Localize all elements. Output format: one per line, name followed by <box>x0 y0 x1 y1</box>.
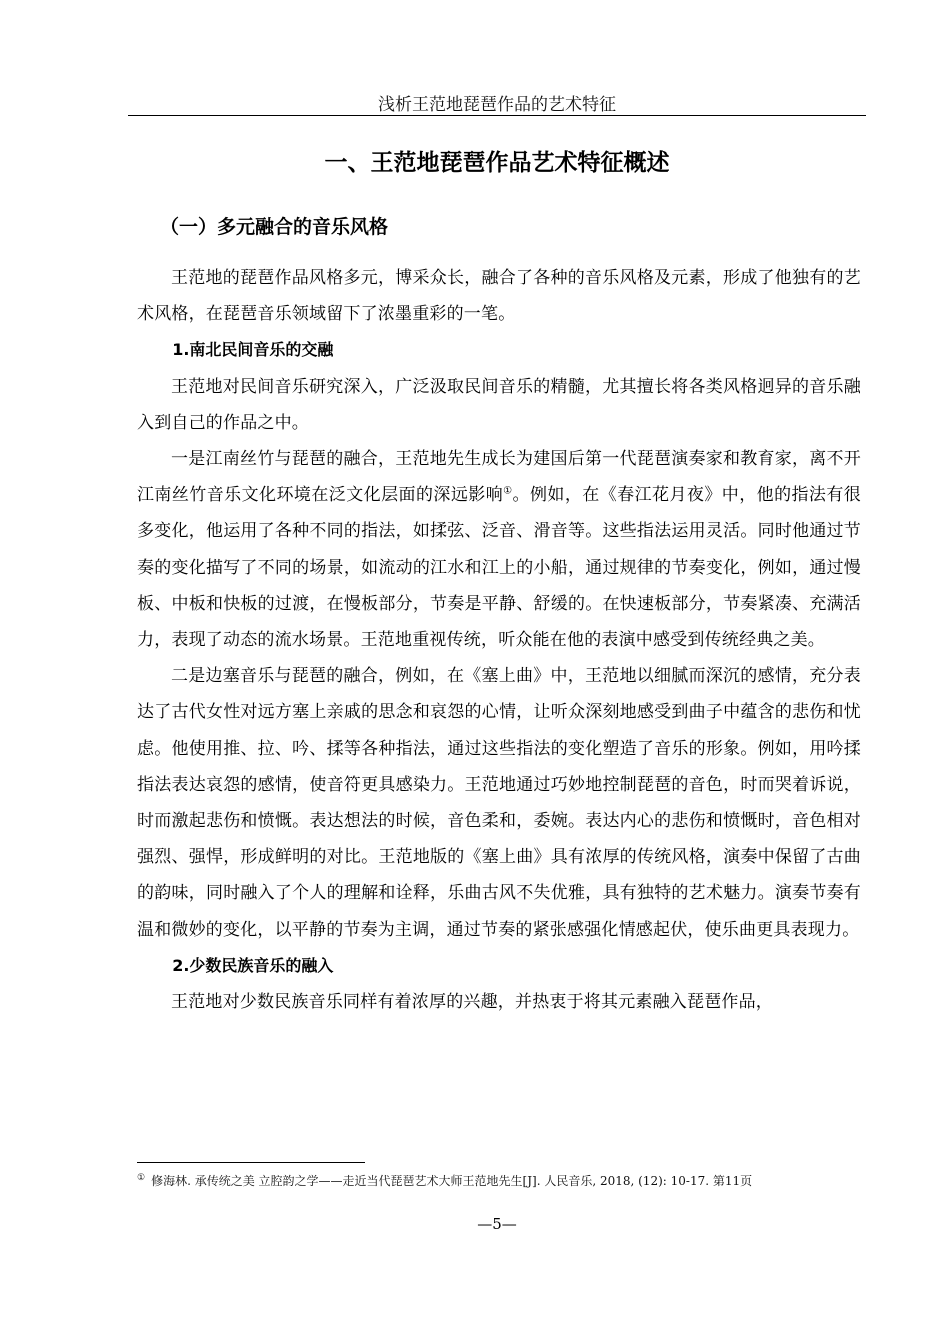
paragraph-folk-music: 王范地对民间音乐研究深入，广泛汲取民间音乐的精髓，尤其擅长将各类风格迥异的音乐融入到自己的作品之中。 <box>137 376 861 433</box>
subheading-north-south-folk-music: 1.南北民间音乐的交融 <box>172 340 334 360</box>
subheading-ethnic-minority-music: 2.少数民族音乐的融入 <box>172 955 334 975</box>
header-divider <box>128 115 866 116</box>
paragraph-jiangnan-sizhu-part1: 一是江南丝竹与琵琶的融合，王范地先生成长为建国后第一代琵琶演奏家和教育家，离不开江南丝竹音乐文化环境在泛文化层面的深远影响 <box>137 449 861 506</box>
paragraph-ethnic-minority: 王范地对少数民族音乐同样有着浓厚的兴趣，并热衷于将其元素融入琵琶作品， <box>171 992 773 1013</box>
body-text <box>137 260 861 1020</box>
paragraph-jiangnan-sizhu <box>137 441 861 658</box>
chapter-title: 一、王范地琵琶作品艺术特征概述 <box>324 150 670 176</box>
running-header: 浅析王范地琵琶作品的艺术特征 <box>378 95 616 115</box>
footnote <box>137 1171 861 1191</box>
footnote-divider <box>137 1162 365 1163</box>
paragraph-jiangnan-sizhu-part2: 。例如，在《春江花月夜》中，他的指法有很多变化，他运用了各种不同的指法，如揉弦、泛音、滑音等。这些指法运用灵活。同时他通过节奏的变化描写了不同的场景，如流动的江水和江上的小船，通过规律的节奏变化，例如，通过慢板、中板和快板的过渡，在慢板部分，节奏是平静、舒缓的。在快速板部分，节奏紧凑、充满活力，表现了动态的流水场景。王范地重视传统，听众能在他的表演中感受到传统经典之美。 <box>137 485 862 651</box>
paragraph-intro: 王范地的琵琶作品风格多元，博采众长，融合了各种的音乐风格及元素，形成了他独有的艺术风格，在琵琶音乐领域留下了浓墨重彩的一笔。 <box>137 268 861 325</box>
footnote-mark: ① <box>137 1173 146 1183</box>
footnote-reference[interactable]: ① <box>503 485 513 497</box>
section-title: （一）多元融合的音乐风格 <box>160 216 389 238</box>
paragraph-frontier-music: 二是边塞音乐与琵琶的融合，例如，在《塞上曲》中，王范地以细腻而深沉的感情，充分表达了古代女性对远方塞上亲戚的思念和哀怨的心情，让听众深刻地感受到曲子中蕴含的悲伤和忧虑。他使用推、拉、吟、揉等各种指法，通过这些指法的变化塑造了音乐的形象。例如，用吟揉指法表达哀怨的感情，使音符更具感染力。王范地通过巧妙地控制琵琶的音色，时而哭着诉说，时而激起悲伤和愤慨。表达想法的时候，音色柔和，委婉。表达内心的悲伤和愤慨时，音色相对强烈、强悍，形成鲜明的对比。王范地版的《塞上曲》具有浓厚的传统风格，演奏中保留了古曲的韵味，同时融入了个人的理解和诠释，乐曲古风不失优雅，具有独特的艺术魅力。演奏节奏有温和微妙的变化，以平静的节奏为主调，通过节奏的紧张感强化情感起伏，使乐曲更具表现力。 <box>137 666 861 940</box>
page-number: —5— <box>477 1215 517 1233</box>
footnote-text: 修海林. 承传统之美 立腔韵之学——走近当代琵琶艺术大师王范地先生[J]. 人民音乐, 2018, (12): 10-17. 第11页 <box>151 1174 753 1188</box>
